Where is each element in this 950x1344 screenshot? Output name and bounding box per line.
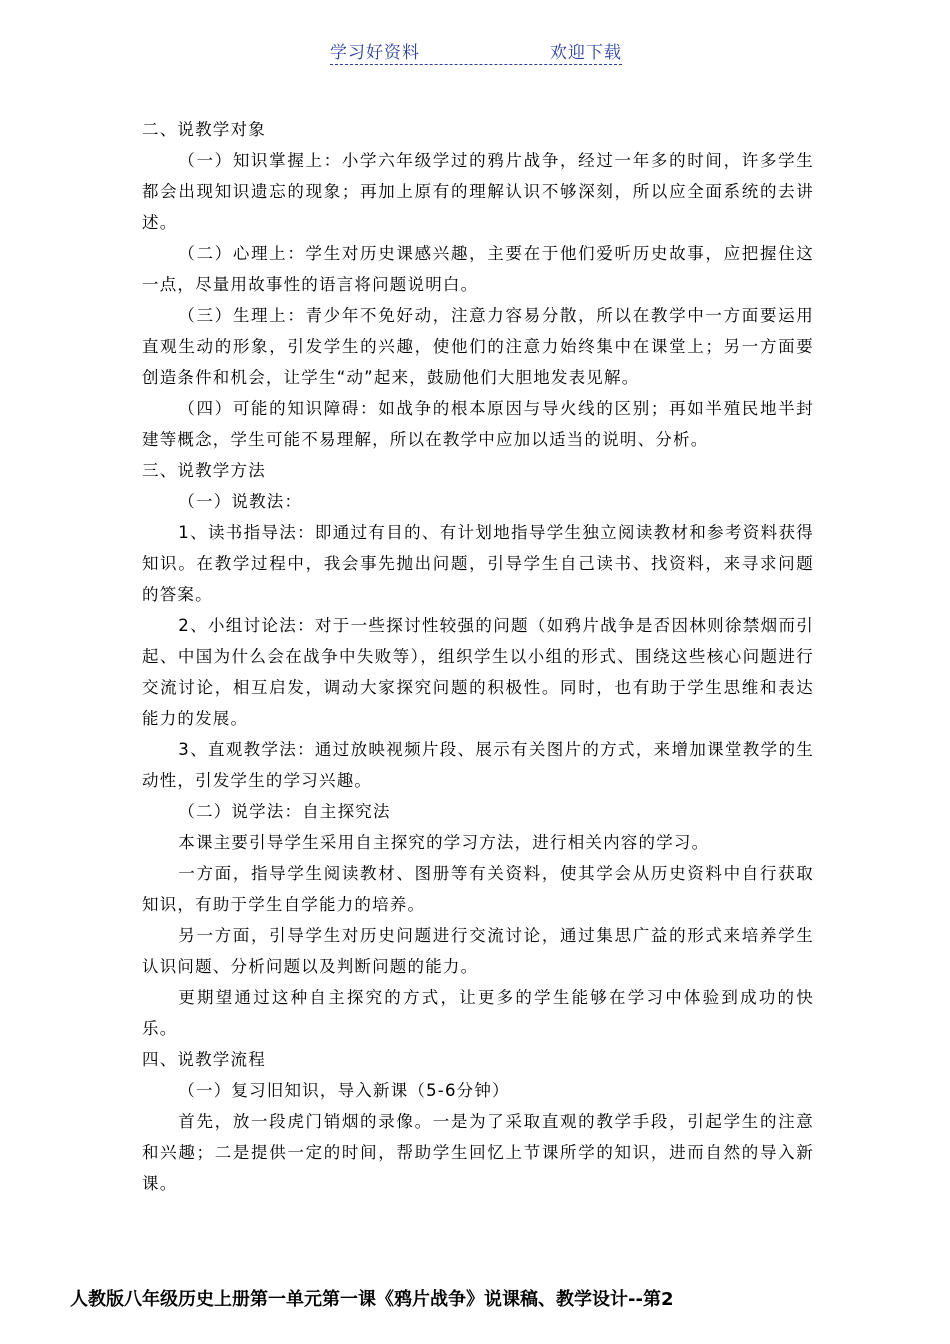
page-header <box>330 36 622 65</box>
paragraph: （一）说教法： <box>178 492 303 511</box>
paragraph: 本课主要引导学生采用自主探究的学习方法，进行相关内容的学习。 <box>178 833 710 852</box>
paragraph: 另一方面，引导学生对历史问题进行交流讨论，通过集思广益的形式来培养学生认识问题、分析问题以及判断问题的能力。 <box>142 926 814 976</box>
paragraph: （二）说学法：自主探究法 <box>178 802 391 821</box>
paragraph: 首先，放一段虎门销烟的录像。一是为了采取直观的教学手段，引起学生的注意和兴趣；二是提供一定的时间，帮助学生回忆上节课所学的知识，进而自然的导入新课。 <box>142 1112 814 1193</box>
section-heading: 四、说教学流程 <box>142 1050 266 1069</box>
paragraph: （四）可能的知识障碍：如战争的根本原因与导火线的区别；再如半殖民地半封建等概念，学生可能不易理解，所以在教学中应加以适当的说明、分析。 <box>142 399 814 449</box>
paragraph: 更期望通过这种自主探究的方式，让更多的学生能够在学习中体验到成功的快乐。 <box>142 988 814 1038</box>
paragraph: （三）生理上：青少年不免好动，注意力容易分散，所以在教学中一方面要运用直观生动的形象，引发学生的兴趣，使他们的注意力始终集中在课堂上；另一方面要创造条件和机会，让学生“动”起来，鼓励他们大胆地发表见解。 <box>142 306 814 387</box>
paragraph: （二）心理上：学生对历史课感兴趣，主要在于他们爱听历史故事，应把握住这一点，尽量用故事性的语言将问题说明白。 <box>142 244 814 294</box>
paragraph: 一方面，指导学生阅读教材、图册等有关资料，使其学会从历史资料中自行获取知识，有助于学生自学能力的培养。 <box>142 864 814 914</box>
section-heading: 二、说教学对象 <box>142 120 266 139</box>
paragraph: 1、读书指导法：即通过有目的、有计划地指导学生独立阅读教材和参考资料获得知识。在教学过程中，我会事先抛出问题，引导学生自己读书、找资料，来寻求问题的答案。 <box>142 523 814 604</box>
document-body <box>142 114 814 1199</box>
header-left-text: 学习好资料 <box>330 43 420 63</box>
header-right-text: 欢迎下载 <box>550 43 622 63</box>
paragraph: （一）知识掌握上：小学六年级学过的鸦片战争，经过一年多的时间，许多学生都会出现知识遗忘的现象；再加上原有的理解认识不够深刻，所以应全面系统的去讲述。 <box>142 151 814 232</box>
paragraph: 3、直观教学法：通过放映视频片段、展示有关图片的方式，来增加课堂教学的生动性，引发学生的学习兴趣。 <box>142 740 814 790</box>
section-heading: 三、说教学方法 <box>142 461 266 480</box>
paragraph: 2、小组讨论法：对于一些探讨性较强的问题（如鸦片战争是否因林则徐禁烟而引起、中国为什么会在战争中失败等），组织学生以小组的形式、围绕这些核心问题进行交流讨论，相互启发，调动大家探究问题的积极性。同时，也有助于学生思维和表达能力的发展。 <box>142 616 814 728</box>
paragraph: （一）复习旧知识，导入新课（5-6分钟） <box>178 1081 510 1100</box>
page-footer: 人教版八年级历史上册第一单元第一课《鸦片战争》说课稿、教学设计--第2 <box>70 1289 674 1310</box>
